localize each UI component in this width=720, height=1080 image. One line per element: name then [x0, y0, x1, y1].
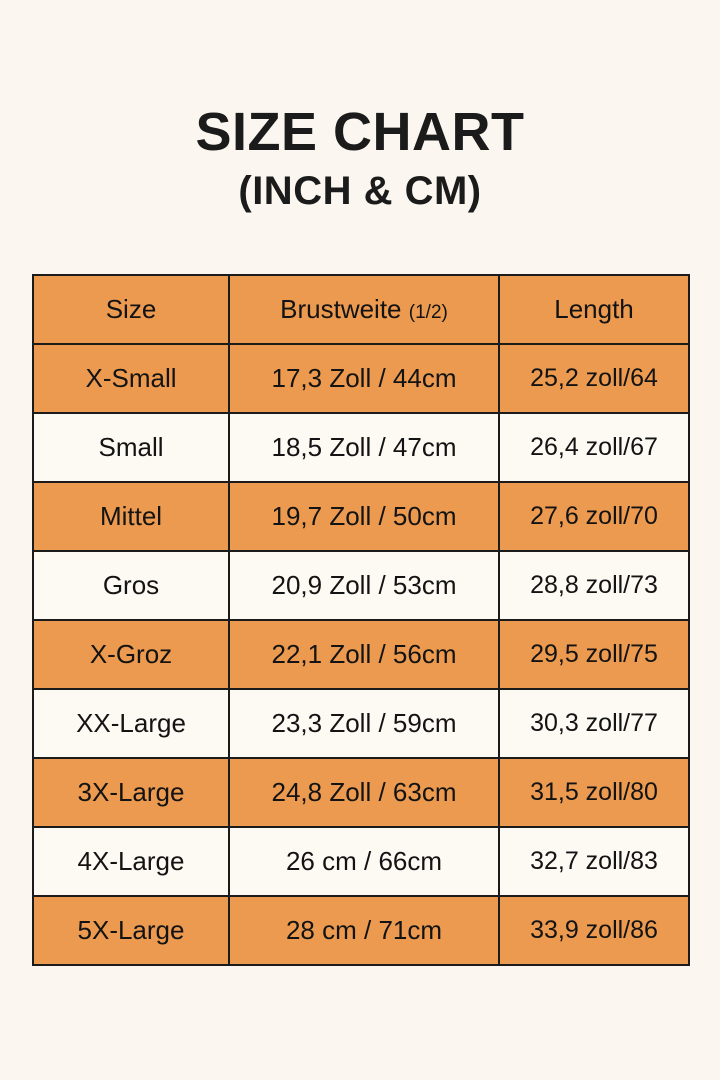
cell-length: 31,5 zoll/80 — [499, 758, 689, 827]
cell-chest: 26 cm / 66cm — [229, 827, 499, 896]
table-header-row — [33, 275, 689, 344]
cell-length: 33,9 zoll/86 — [499, 896, 689, 965]
table-row — [33, 482, 689, 551]
table-row — [33, 551, 689, 620]
cell-chest: 20,9 Zoll / 53cm — [229, 551, 499, 620]
page-title — [0, 0, 720, 213]
table-row — [33, 896, 689, 965]
cell-size: Mittel — [33, 482, 229, 551]
cell-chest: 28 cm / 71cm — [229, 896, 499, 965]
cell-chest: 23,3 Zoll / 59cm — [229, 689, 499, 758]
column-header-chest — [229, 275, 499, 344]
cell-chest: 19,7 Zoll / 50cm — [229, 482, 499, 551]
cell-size: X-Groz — [33, 620, 229, 689]
column-header-chest-label: Brustweite — [280, 294, 402, 324]
table-row — [33, 344, 689, 413]
cell-length: 25,2 zoll/64 — [499, 344, 689, 413]
cell-length: 32,7 zoll/83 — [499, 827, 689, 896]
column-header-size: Size — [33, 275, 229, 344]
cell-size: 5X-Large — [33, 896, 229, 965]
table-row — [33, 620, 689, 689]
cell-chest: 22,1 Zoll / 56cm — [229, 620, 499, 689]
size-chart-table — [32, 274, 690, 966]
column-header-chest-note: (1/2) — [408, 302, 448, 323]
cell-size: XX-Large — [33, 689, 229, 758]
cell-size: 4X-Large — [33, 827, 229, 896]
cell-size: Gros — [33, 551, 229, 620]
cell-length: 26,4 zoll/67 — [499, 413, 689, 482]
table-body — [33, 344, 689, 965]
title-main: SIZE CHART — [195, 102, 525, 162]
table-row — [33, 758, 689, 827]
cell-length: 30,3 zoll/77 — [499, 689, 689, 758]
column-header-length: Length — [499, 275, 689, 344]
size-chart-table-wrapper — [32, 274, 688, 966]
cell-length: 27,6 zoll/70 — [499, 482, 689, 551]
table-row — [33, 827, 689, 896]
cell-size: 3X-Large — [33, 758, 229, 827]
cell-chest: 24,8 Zoll / 63cm — [229, 758, 499, 827]
cell-size: Small — [33, 413, 229, 482]
title-subtitle: (INCH & CM) — [238, 168, 482, 213]
cell-chest: 18,5 Zoll / 47cm — [229, 413, 499, 482]
cell-size: X-Small — [33, 344, 229, 413]
cell-chest: 17,3 Zoll / 44cm — [229, 344, 499, 413]
table-row — [33, 413, 689, 482]
cell-length: 28,8 zoll/73 — [499, 551, 689, 620]
cell-length: 29,5 zoll/75 — [499, 620, 689, 689]
table-row — [33, 689, 689, 758]
